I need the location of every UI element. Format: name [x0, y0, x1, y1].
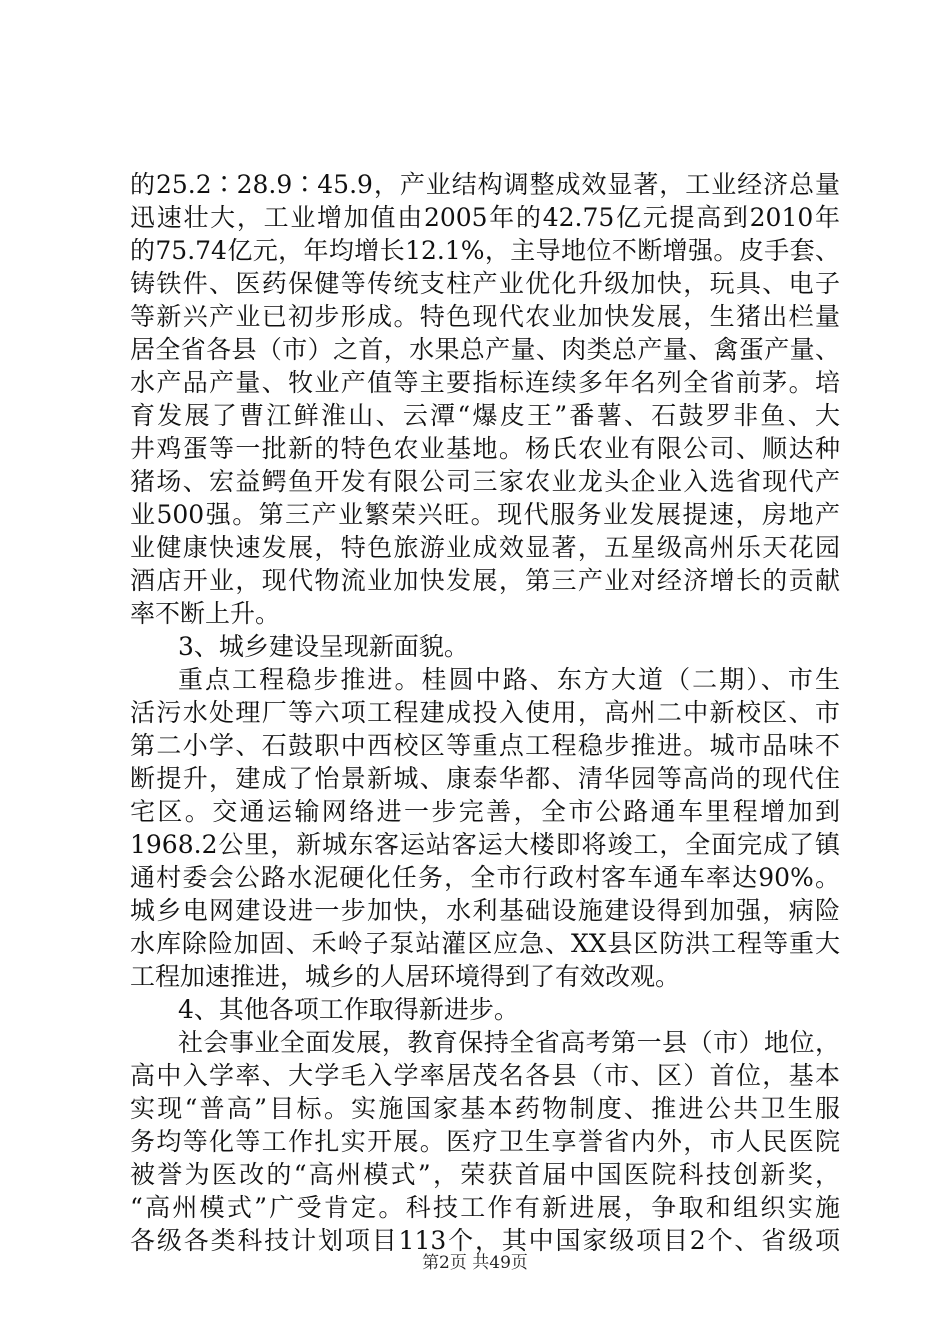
text-line: 活污水处理厂等六项工程建成投入使用，高州二中新校区、市	[130, 698, 840, 727]
text-line: 1968.2公里，新城东客运站客运大楼即将竣工，全面完成了镇	[130, 830, 840, 859]
text-line: 城乡电网建设进一步加快，水利基础设施建设得到加强，病险	[130, 896, 840, 925]
text-line: 水产品产量、牧业产值等主要指标连续多年名列全省前茅。培	[130, 368, 840, 397]
text-line: 重点工程稳步推进。桂圆中路、东方大道（二期）、市生	[178, 665, 840, 694]
text-line: 工程加速推进，城乡的人居环境得到了有效改观。	[130, 962, 681, 991]
text-line: 铸铁件、医药保健等传统支柱产业优化升级加快，玩具、电子	[130, 269, 840, 298]
text-line: 井鸡蛋等一批新的特色农业基地。杨氏农业有限公司、顺达种	[130, 434, 840, 463]
text-line: 被誉为医改的“高州模式”，荣获首届中国医院科技创新奖，	[130, 1160, 840, 1189]
text-line: 的25.2∶28.9∶45.9，产业结构调整成效显著，工业经济总量	[130, 170, 840, 199]
text-line: 实现“普高”目标。实施国家基本药物制度、推进公共卫生服	[130, 1094, 840, 1123]
text-line: 居全省各县（市）之首，水果总产量、肉类总产量、禽蛋产量、	[130, 335, 840, 364]
text-line: 业健康快速发展，特色旅游业成效显著，五星级高州乐天花园	[130, 533, 840, 562]
text-line: 迅速壮大，工业增加值由2005年的42.75亿元提高到2010年	[130, 203, 840, 232]
text-line: 第二小学、石鼓职中西校区等重点工程稳步推进。城市品味不	[130, 731, 840, 760]
text-line: 业500强。第三产业繁荣兴旺。现代服务业发展提速，房地产	[130, 500, 840, 529]
page-number-footer: 第2页 共49页	[422, 1253, 528, 1273]
text-line: 的75.74亿元，年均增长12.1%，主导地位不断增强。皮手套、	[130, 236, 840, 265]
text-line: 宅区。交通运输网络进一步完善，全市公路通车里程增加到	[130, 797, 840, 826]
text-line: 各级各类科技计划项目113个，其中国家级项目2个、省级项	[130, 1226, 840, 1255]
text-line: 率不断上升。	[130, 599, 281, 628]
text-line: 通村委会公路水泥硬化任务，全市行政村客车通车率达90%。	[130, 863, 840, 892]
text-line: 断提升，建成了怡景新城、康泰华都、清华园等高尚的现代住	[130, 764, 840, 793]
text-line: 酒店开业，现代物流业加快发展，第三产业对经济增长的贡献	[130, 566, 840, 595]
text-line: 社会事业全面发展，教育保持全省高考第一县（市）地位，	[178, 1028, 840, 1057]
text-line: 等新兴产业已初步形成。特色现代农业加快发展，生猪出栏量	[130, 302, 840, 331]
text-line: “高州模式”广受肯定。科技工作有新进展，争取和组织实施	[130, 1193, 840, 1222]
text-line: 猪场、宏益鳄鱼开发有限公司三家农业龙头企业入选省现代产	[130, 467, 840, 496]
text-line: 水库除险加固、禾岭子泵站灌区应急、XX县区防洪工程等重大	[130, 929, 840, 958]
text-line: 务均等化等工作扎实开展。医疗卫生享誉省内外，市人民医院	[130, 1127, 840, 1156]
document-body	[130, 168, 840, 1257]
section-heading: 4、其他各项工作取得新进步。	[178, 995, 519, 1024]
text-line: 育发展了曹江鲜淮山、云潭“爆皮王”番薯、石鼓罗非鱼、大	[130, 401, 840, 430]
section-heading: 3、城乡建设呈现新面貌。	[178, 632, 469, 661]
text-line: 高中入学率、大学毛入学率居茂名各县（市、区）首位，基本	[130, 1061, 840, 1090]
